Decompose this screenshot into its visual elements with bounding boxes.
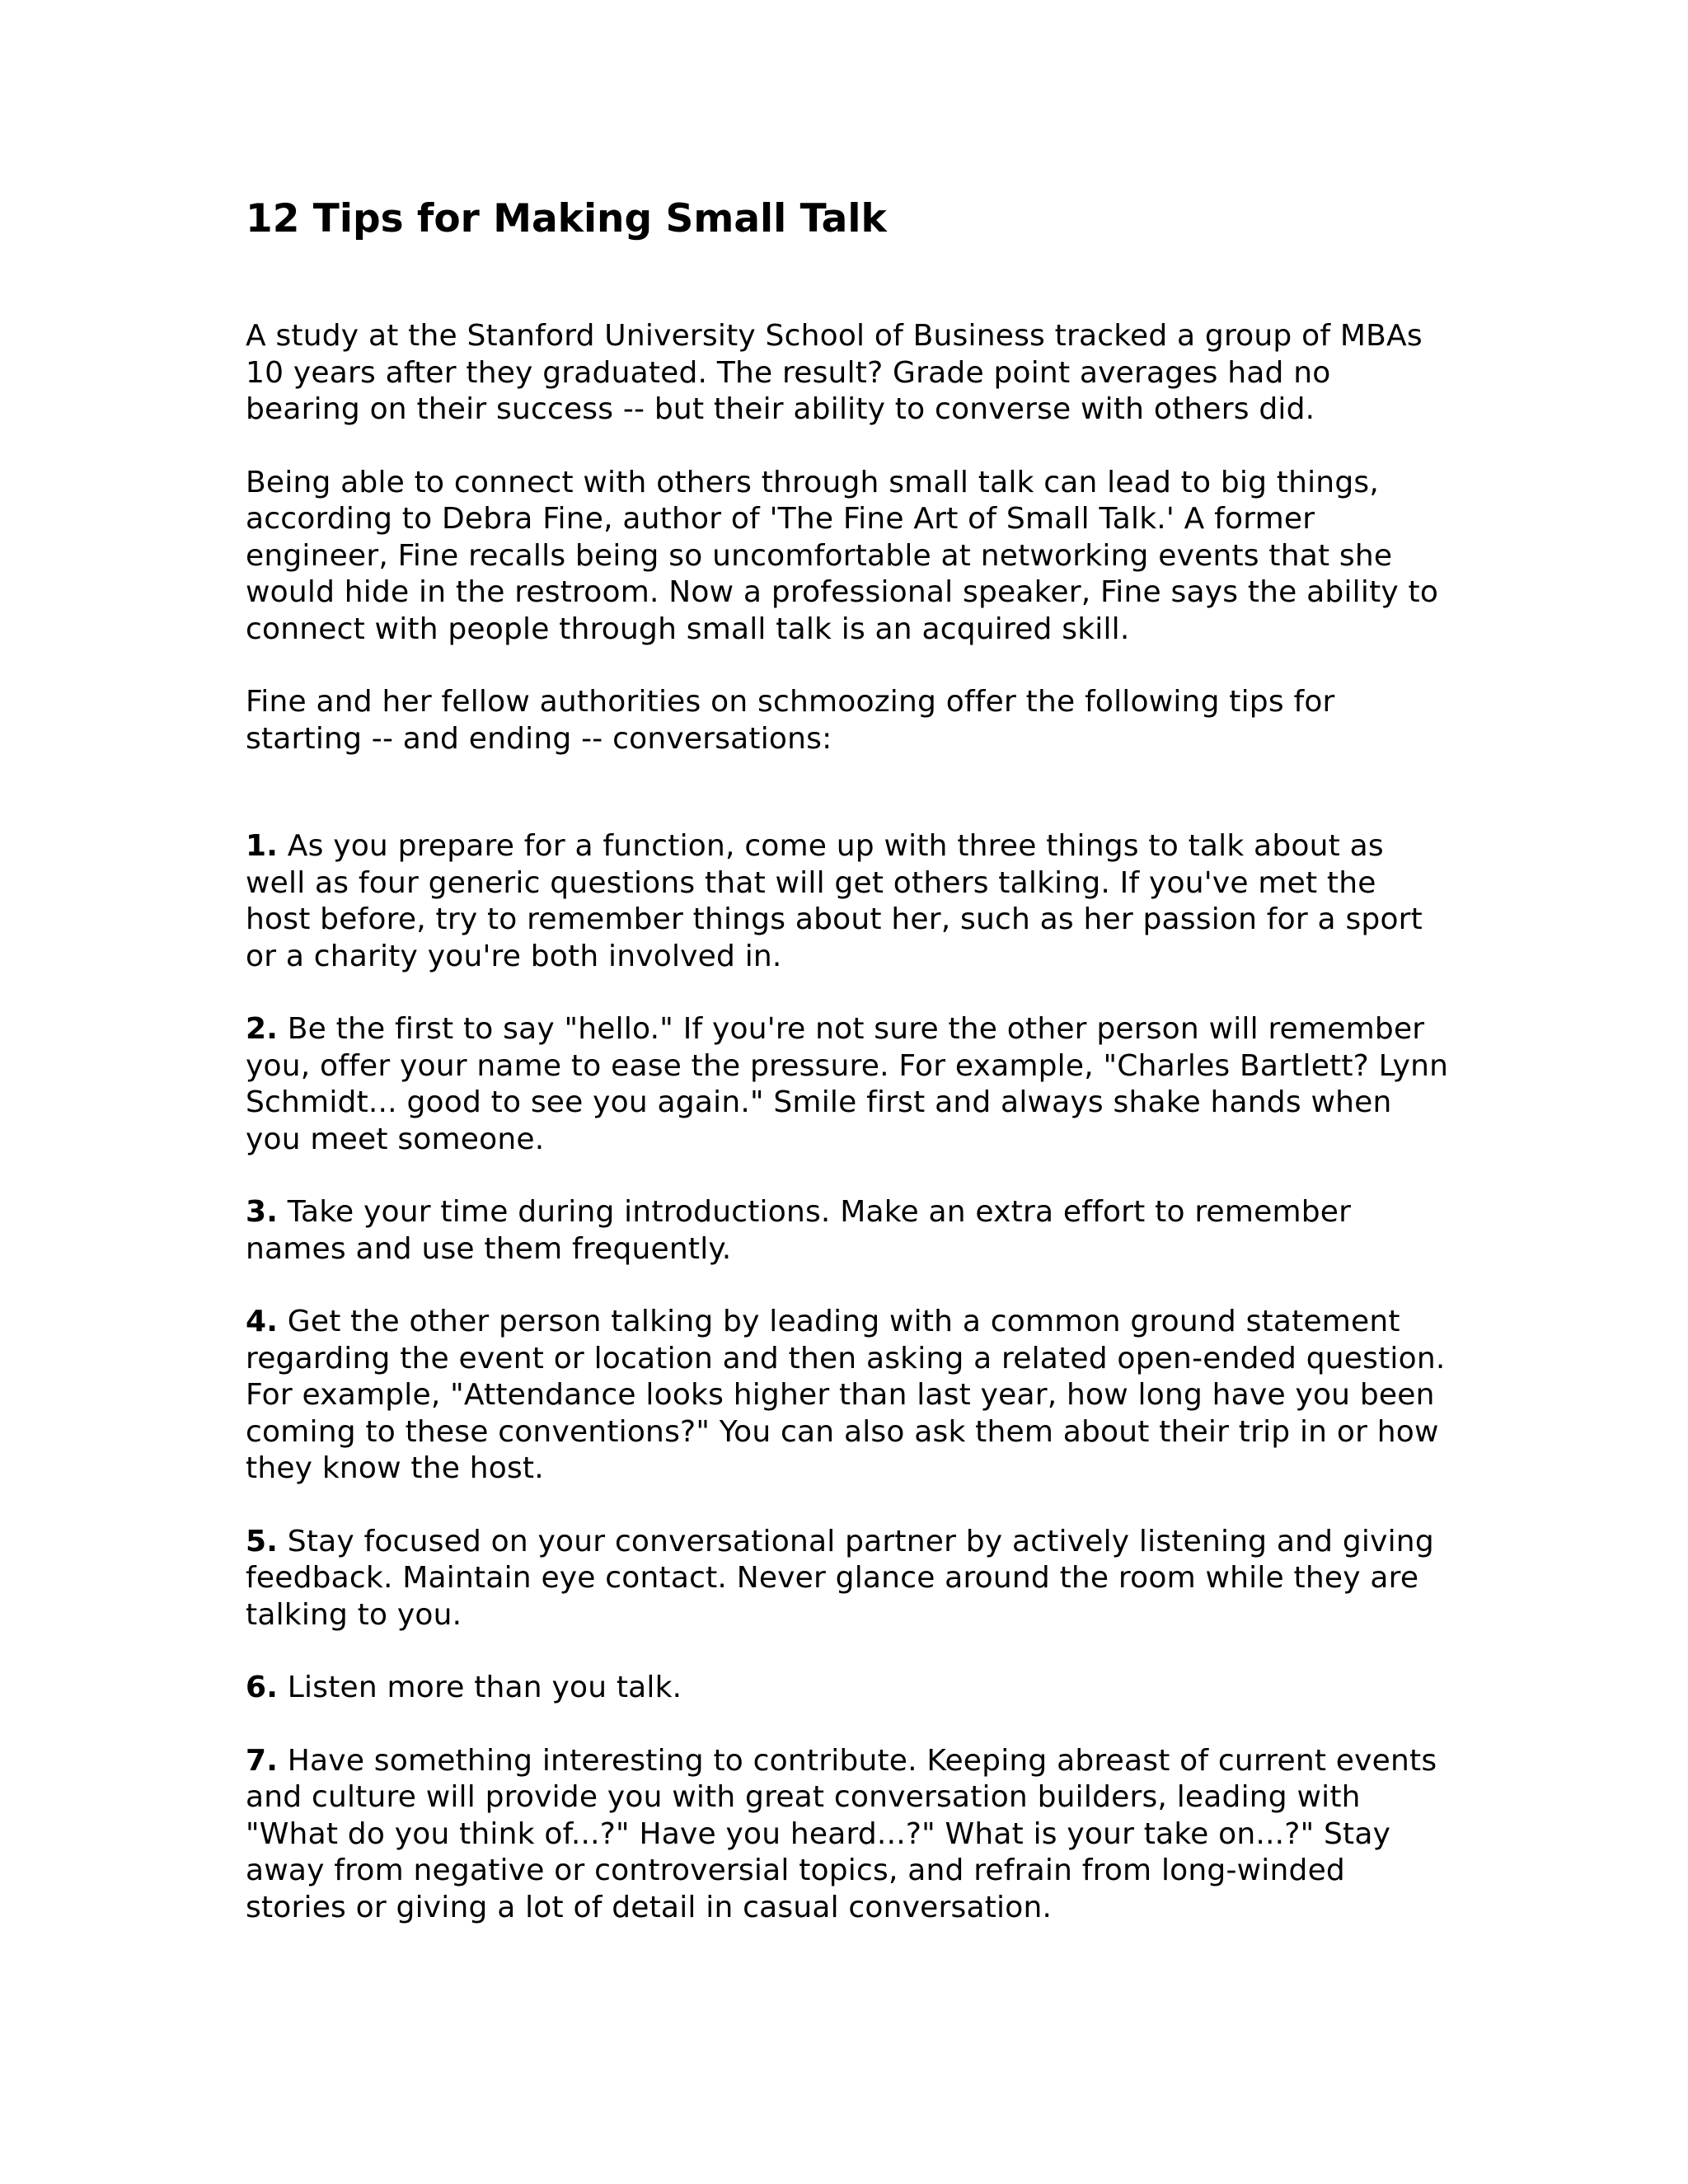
tip-item [246, 1743, 1449, 1927]
tip-text: As you prepare for a function, come up with three things to talk about as well as four generic questions that will get others talking. If you've met the host before, try to remember things about her, such as her passion for a sport or a charity you're both involved in. [246, 829, 1423, 973]
tip-text: Get the other person talking by leading with a common ground statement regarding the event or location and then asking a related open-ended question. For example, "Attendance looks higher than last year, how long have you been coming to these conventions?" You can also ask them about their trip in or how they know the host. [246, 1305, 1446, 1485]
tip-number: 1. [246, 829, 279, 863]
tip-text: Stay focused on your conversational partner by actively listening and giving feedback. Maintain eye contact. Never glance around the room while they are talking to you. [246, 1524, 1434, 1632]
intro-paragraph: Being able to connect with others through small talk can lead to big things, according to Debra Fine, author of 'The Fine Art of Small Talk.' A former engineer, Fine recalls being so uncomfortable at networking events that she would hide in the restroom. Now a professional speaker, Fine says the ability to connect with people through small talk is an acquired skill. [246, 465, 1439, 646]
tip-number: 2. [246, 1012, 279, 1046]
tip-number: 6. [246, 1671, 279, 1704]
tip-number: 4. [246, 1305, 279, 1338]
tip-number: 3. [246, 1195, 279, 1229]
tip-text: Listen more than you talk. [287, 1671, 682, 1704]
tip-item [246, 1304, 1449, 1488]
tip-number: 7. [246, 1743, 279, 1778]
tip-number: 5. [246, 1524, 279, 1558]
intro-paragraph: A study at the Stanford University School of Business tracked a group of MBAs 10 years after they graduated. The result? Grade point averages had no bearing on their success -- but their ability to converse with others did. [246, 319, 1423, 426]
tip-item [246, 828, 1449, 975]
tip-item [246, 1524, 1449, 1634]
tip-text: Take your time during introductions. Make an extra effort to remember names and use them frequently. [246, 1195, 1352, 1266]
tip-text: Be the first to say "hello." If you're not sure the other person will remember you, offer your name to ease the pressure. For example, "Charles Bartlett? Lynn Schmidt... good to see you again." Smile first and always shake hands when you meet someone. [246, 1012, 1449, 1156]
page-title: 12 Tips for Making Small Talk [246, 196, 887, 241]
tips-list [246, 828, 1449, 1926]
tip-item [246, 1011, 1449, 1158]
tip-text: Have something interesting to contribute. Keeping abreast of current events and culture will provide you with great conversation builders, leading with "What do you think of...?" Have you heard...?" What is your take on...?" Stay away from negative or controversial topics, and refrain from long-winded stories or giving a lot of detail in casual conversation. [246, 1743, 1437, 1924]
intro-paragraph: Fine and her fellow authorities on schmoozing offer the following tips for starting -- and ending -- conversations: [246, 685, 1335, 756]
tip-item [246, 1670, 1449, 1707]
document-page [246, 194, 1449, 1962]
tip-item [246, 1194, 1449, 1268]
intro-section [246, 318, 1449, 757]
